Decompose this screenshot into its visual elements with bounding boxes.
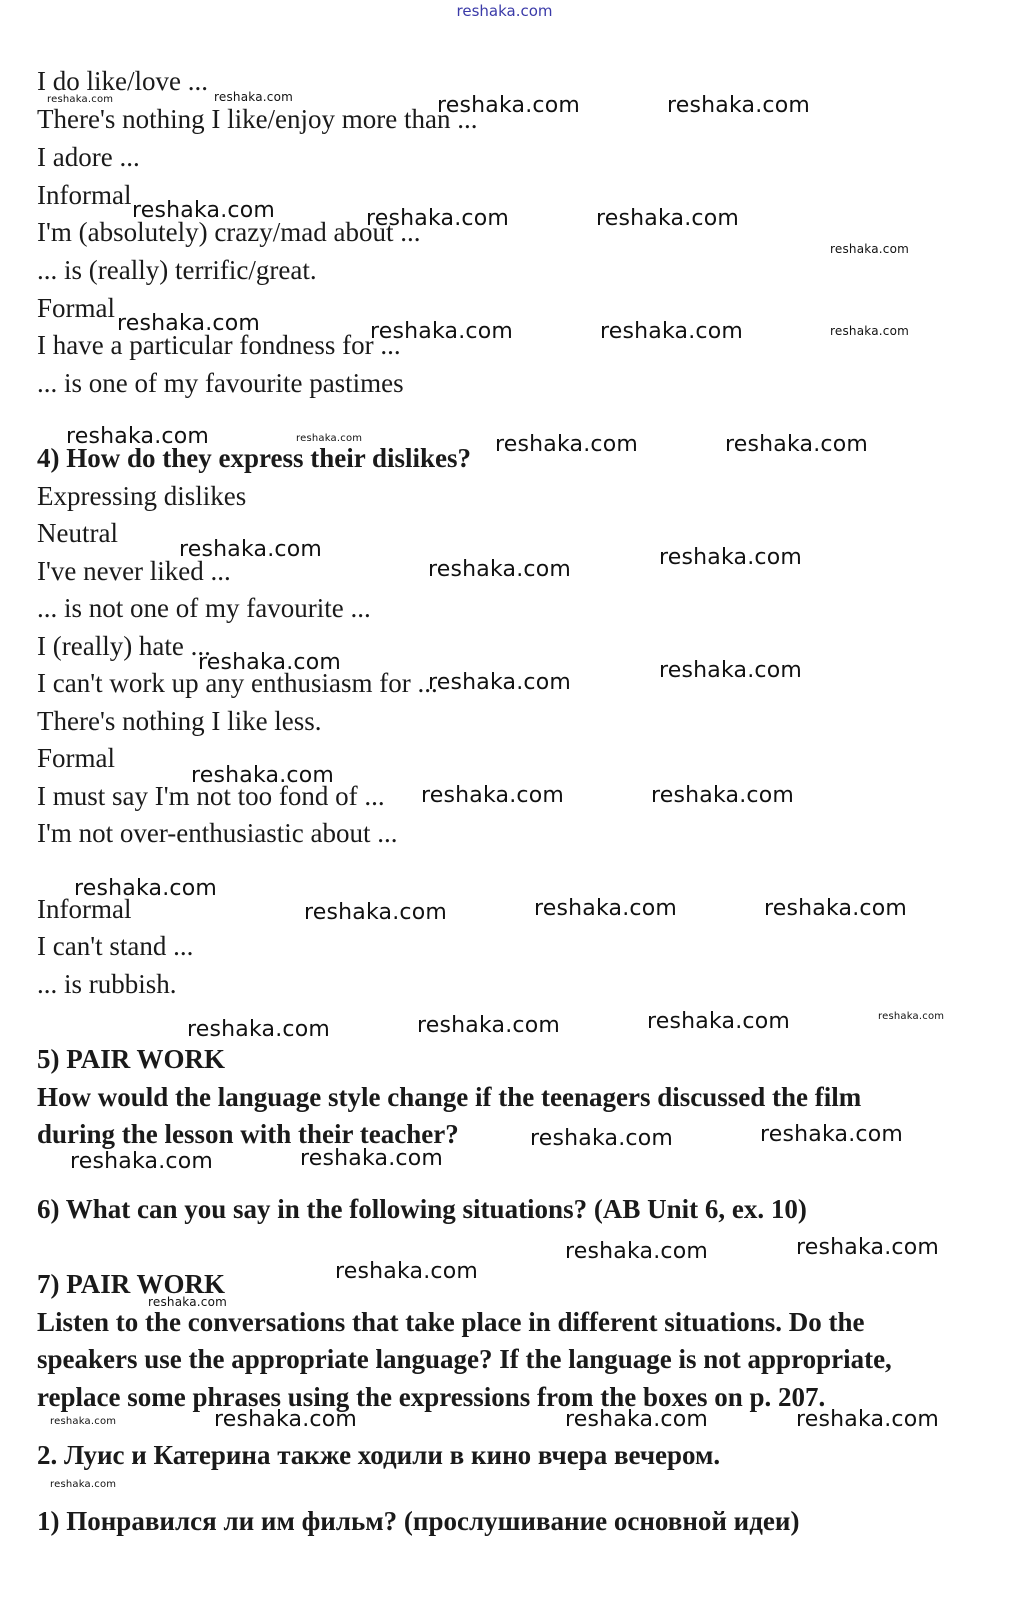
watermark: reshaka.com (659, 658, 802, 683)
watermark: reshaka.com (198, 650, 341, 675)
watermark: reshaka.com (66, 424, 209, 449)
russian-heading: 2. Луис и Катерина также ходили в кино вчера вечером. (37, 1440, 721, 1470)
watermark: reshaka.com (659, 545, 802, 570)
subheading: Formal (37, 743, 115, 773)
watermark: reshaka.com (437, 93, 580, 118)
watermark: reshaka.com (830, 324, 909, 338)
watermark: reshaka.com (725, 432, 868, 457)
watermark: reshaka.com (596, 206, 739, 231)
text-line: I'm not over-enthusiastic about ... (37, 818, 398, 848)
watermark: reshaka.com (304, 900, 447, 925)
text-line: I adore ... (37, 142, 140, 172)
watermark: reshaka.com (148, 1295, 227, 1309)
watermark: reshaka.com (421, 783, 564, 808)
watermark: reshaka.com (764, 896, 907, 921)
watermark: reshaka.com (296, 433, 363, 444)
watermark: reshaka.com (132, 198, 275, 223)
watermark: reshaka.com (417, 1013, 560, 1038)
watermark: reshaka.com (214, 90, 293, 104)
watermark: reshaka.com (428, 670, 571, 695)
watermark: reshaka.com (647, 1009, 790, 1034)
watermark: reshaka.com (47, 94, 114, 105)
watermark: reshaka.com (187, 1017, 330, 1042)
watermark: reshaka.com (428, 557, 571, 582)
subheading: Neutral (37, 518, 118, 548)
text-line: I have a particular fondness for ... (37, 330, 401, 360)
watermark: reshaka.com (530, 1126, 673, 1151)
watermark: reshaka.com (667, 93, 810, 118)
watermark: reshaka.com (214, 1407, 357, 1432)
text-line: I can't stand ... (37, 931, 194, 961)
question-heading: 6) What can you say in the following situations? (AB Unit 6, ex. 10) (37, 1194, 807, 1224)
watermark: reshaka.com (830, 242, 909, 256)
subheading: Informal (37, 894, 132, 924)
watermark: reshaka.com (651, 783, 794, 808)
watermark: reshaka.com (50, 1416, 117, 1427)
watermark: reshaka.com (191, 763, 334, 788)
watermark: reshaka.com (878, 1011, 945, 1022)
watermark: reshaka.com (74, 876, 217, 901)
watermark: reshaka.com (370, 319, 513, 344)
text-line: There's nothing I like/enjoy more than ... (37, 104, 478, 134)
watermark: reshaka.com (300, 1146, 443, 1171)
subheading: Formal (37, 293, 115, 323)
text-line: I must say I'm not too fond of ... (37, 781, 385, 811)
site-header[interactable]: reshaka.com (456, 2, 553, 20)
text-line: I'm (absolutely) crazy/mad about ... (37, 217, 421, 247)
watermark: reshaka.com (70, 1149, 213, 1174)
subheading: Informal (37, 180, 132, 210)
watermark: reshaka.com (565, 1407, 708, 1432)
watermark: reshaka.com (760, 1122, 903, 1147)
pair-work-heading: 7) PAIR WORK (37, 1269, 225, 1299)
watermark: reshaka.com (179, 537, 322, 562)
text-line: ... is rubbish. (37, 969, 177, 999)
subheading: Expressing dislikes (37, 481, 247, 511)
question-heading: 4) How do they express their dislikes? (37, 443, 472, 473)
text-line: I do like/love ... (37, 66, 208, 96)
text-line: ... is not one of my favourite ... (37, 593, 371, 623)
russian-question: 1) Понравился ли им фильм? (прослушивание основной идеи) (37, 1506, 800, 1536)
text-line: I can't work up any enthusiasm for ... (37, 668, 438, 698)
watermark: reshaka.com (565, 1239, 708, 1264)
watermark: reshaka.com (495, 432, 638, 457)
watermark: reshaka.com (600, 319, 743, 344)
watermark: reshaka.com (117, 311, 260, 336)
text-line: I've never liked ... (37, 556, 231, 586)
watermark: reshaka.com (366, 206, 509, 231)
pair-work-heading: 5) PAIR WORK (37, 1044, 225, 1074)
watermark: reshaka.com (50, 1479, 117, 1490)
text-line: ... is (really) terrific/great. (37, 255, 317, 285)
task-text: replace some phrases using the expressions from the boxes on p. 207. (37, 1382, 826, 1412)
watermark: reshaka.com (796, 1235, 939, 1260)
task-text: Listen to the conversations that take place in different situations. Do the (37, 1307, 865, 1337)
watermark: reshaka.com (796, 1407, 939, 1432)
task-text: speakers use the appropriate language? If the language is not appropriate, (37, 1344, 892, 1374)
task-text: How would the language style change if the teenagers discussed the film (37, 1082, 862, 1112)
watermark: reshaka.com (534, 896, 677, 921)
text-line: There's nothing I like less. (37, 706, 322, 736)
task-text: during the lesson with their teacher? (37, 1119, 459, 1149)
text-line: ... is one of my favourite pastimes (37, 368, 404, 398)
text-line: I (really) hate ... (37, 631, 211, 661)
watermark: reshaka.com (335, 1259, 478, 1284)
